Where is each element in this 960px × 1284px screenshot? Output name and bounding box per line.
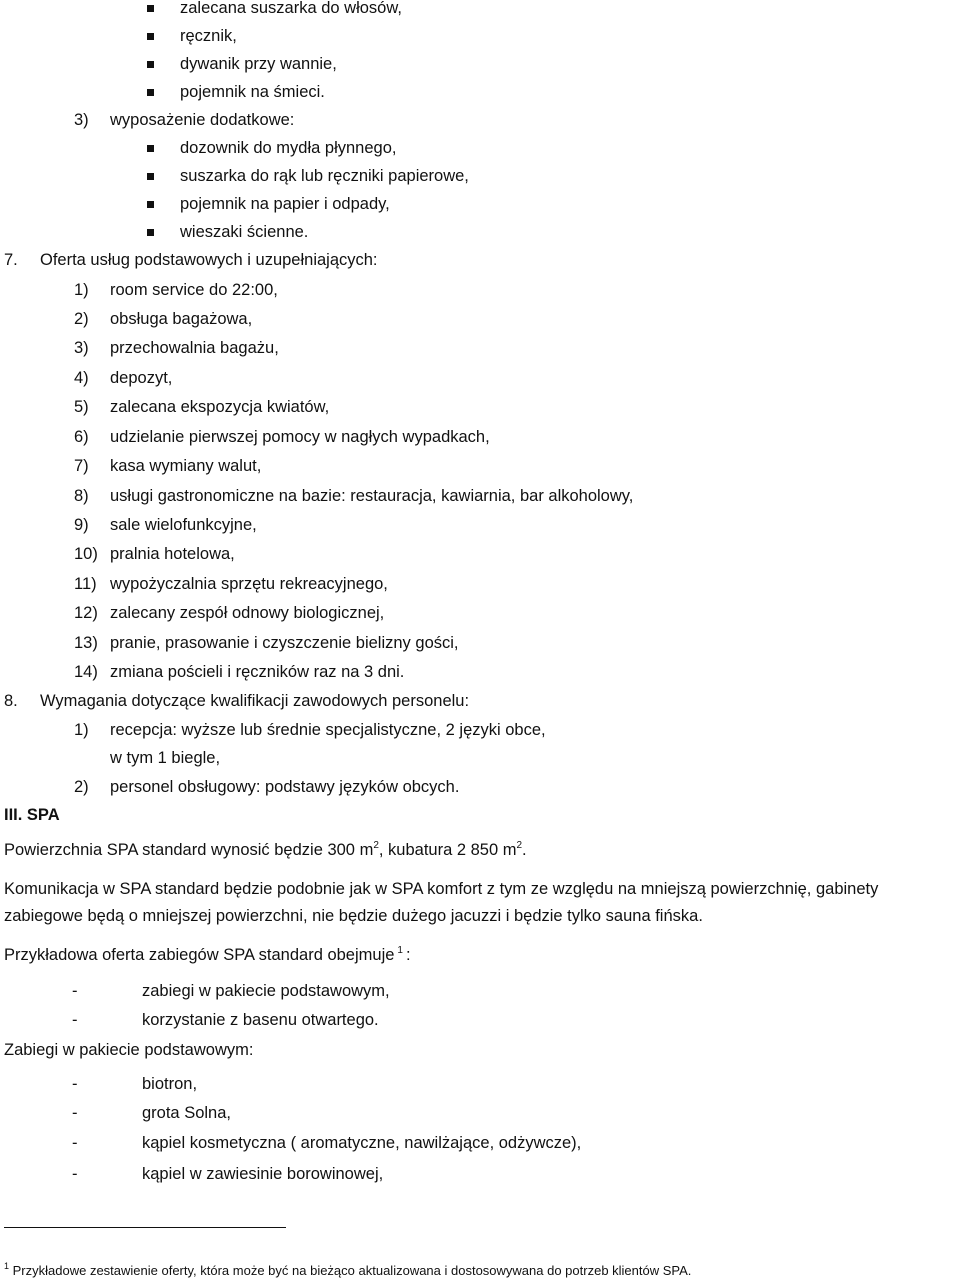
list-item: depozyt,	[110, 369, 173, 387]
bullet-icon	[147, 201, 154, 208]
dash-marker: -	[72, 1165, 78, 1183]
text-run: .	[522, 841, 527, 859]
list-item: suszarka do rąk lub ręczniki papierowe,	[180, 167, 469, 185]
item-number: 4)	[74, 369, 89, 387]
text-run: Przykładowa oferta zabiegów SPA standard obejmuje	[4, 946, 395, 964]
list-item: zalecany zespół odnowy biologicznej,	[110, 604, 385, 622]
list-item: zabiegi w pakiecie podstawowym,	[142, 982, 390, 1000]
item-number: 12)	[74, 604, 98, 622]
footnote-mark: 1	[4, 1261, 10, 1271]
item-number: 9)	[74, 516, 89, 534]
bullet-icon	[147, 61, 154, 68]
footnote	[4, 1261, 692, 1278]
list-item: zalecana ekspozycja kwiatów,	[110, 398, 330, 416]
section-title: Oferta usług podstawowych i uzupełniających:	[40, 251, 378, 269]
list-item: udzielanie pierwszej pomocy w nagłych wypadkach,	[110, 428, 490, 446]
section-number: 8.	[4, 692, 18, 710]
item-number: 2)	[74, 310, 89, 328]
item-number: 5)	[74, 398, 89, 416]
item-number: 11)	[74, 575, 97, 593]
list-item: zmiana pościeli i ręczników raz na 3 dni.	[110, 663, 405, 681]
list-item: ręcznik,	[180, 27, 237, 45]
item-number: 6)	[74, 428, 89, 446]
bullet-icon	[147, 145, 154, 152]
bullet-icon	[147, 229, 154, 236]
list-item: recepcja: wyższe lub średnie specjalistyczne, 2 języki obce,	[110, 721, 546, 739]
item-number: 1)	[74, 281, 89, 299]
footnote-text: Przykładowe zestawienie oferty, która może być na bieżąco aktualizowana i dostosowywana do potrzeb klientów SPA.	[12, 1263, 692, 1278]
section-title: Wymagania dotyczące kwalifikacji zawodowych personelu:	[40, 692, 470, 710]
list-item: usługi gastronomiczne na bazie: restauracja, kawiarnia, bar alkoholowy,	[110, 487, 634, 505]
dash-marker: -	[72, 1134, 78, 1152]
list-item: sale wielofunkcyjne,	[110, 516, 257, 534]
section-number: 7.	[4, 251, 18, 269]
basic-label: Zabiegi w pakiecie podstawowym:	[4, 1041, 254, 1059]
list-item: wieszaki ścienne.	[180, 223, 309, 241]
bullet-icon	[147, 173, 154, 180]
item-number: 1)	[74, 721, 89, 739]
spa-area-paragraph	[4, 842, 527, 859]
dash-marker: -	[72, 1104, 78, 1122]
list-item: kasa wymiany walut,	[110, 457, 262, 475]
text-run: :	[405, 946, 411, 964]
list-item: pranie, prasowanie i czyszczenie bielizny gości,	[110, 634, 459, 652]
list-item: kąpiel kosmetyczna ( aromatyczne, nawilżające, odżywcze),	[142, 1134, 582, 1152]
list-item: room service do 22:00,	[110, 281, 278, 299]
list-item: korzystanie z basenu otwartego.	[142, 1011, 379, 1029]
section-heading: III. SPA	[4, 806, 60, 824]
list-item: biotron,	[142, 1075, 198, 1093]
bullet-icon	[147, 5, 154, 12]
item-number: 3)	[74, 111, 89, 129]
list-item-continuation: w tym 1 biegle,	[110, 749, 221, 767]
footnote-separator	[4, 1227, 286, 1228]
item-number: 14)	[74, 663, 98, 681]
section-label: wyposażenie dodatkowe:	[110, 111, 295, 129]
footnote-ref: 1	[397, 945, 403, 956]
list-item: przechowalnia bagażu,	[110, 339, 279, 357]
paragraph-line: Komunikacja w SPA standard będzie podobnie jak w SPA komfort z tym ze względu na mniejszą powierzchnię, gabinety	[4, 880, 879, 898]
list-item: kąpiel w zawiesinie borowinowej,	[142, 1165, 384, 1183]
list-item: pojemnik na śmieci.	[180, 83, 325, 101]
item-number: 2)	[74, 778, 89, 796]
item-number: 3)	[74, 339, 89, 357]
list-item: grota Solna,	[142, 1104, 231, 1122]
bullet-icon	[147, 33, 154, 40]
text-run: , kubatura 2 850 m	[378, 841, 517, 859]
text-run: Powierzchnia SPA standard wynosić będzie 300 m	[4, 841, 374, 859]
list-item: dozownik do mydła płynnego,	[180, 139, 397, 157]
item-number: 7)	[74, 457, 89, 475]
bullet-icon	[147, 89, 154, 96]
list-item: pralnia hotelowa,	[110, 545, 235, 563]
paragraph-line: zabiegowe będą o mniejszej powierzchni, nie będzie dużego jacuzzi i będzie tylko sauna fińska.	[4, 907, 703, 925]
dash-marker: -	[72, 1075, 78, 1093]
dash-marker: -	[72, 982, 78, 1000]
list-item: obsługa bagażowa,	[110, 310, 253, 328]
list-item: wypożyczalnia sprzętu rekreacyjnego,	[110, 575, 388, 593]
item-number: 10)	[74, 545, 98, 563]
superscript: 2	[516, 840, 523, 851]
item-number: 8)	[74, 487, 89, 505]
item-number: 13)	[74, 634, 98, 652]
list-item: dywanik przy wannie,	[180, 55, 337, 73]
list-item: personel obsługowy: podstawy języków obcych.	[110, 778, 460, 796]
offer-label	[4, 947, 411, 964]
list-item: pojemnik na papier i odpady,	[180, 195, 390, 213]
superscript: 2	[373, 840, 379, 851]
dash-marker: -	[72, 1011, 78, 1029]
list-item: zalecana suszarka do włosów,	[180, 0, 402, 17]
